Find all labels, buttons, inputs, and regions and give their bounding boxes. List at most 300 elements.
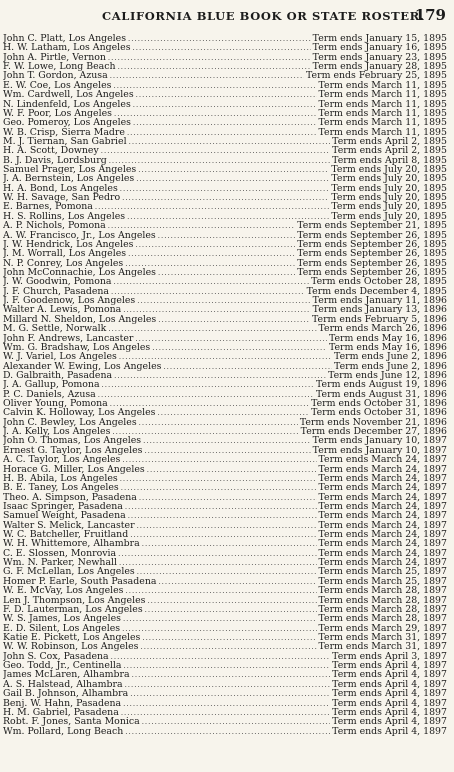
dot-leader <box>158 409 310 417</box>
entry-term: Term ends March 24, 1897 <box>318 558 447 568</box>
entry-term: Term ends June 2, 1896 <box>334 361 447 371</box>
list-item <box>3 427 447 436</box>
dot-leader <box>102 381 315 389</box>
entry-name: W. F. Poor, Los Angeles <box>3 108 112 119</box>
dot-leader <box>122 625 316 633</box>
entry-name: Katie E. Pickett, Los Angeles <box>3 633 141 643</box>
list-item <box>3 652 447 661</box>
list-item <box>3 455 447 464</box>
entry-term: Term ends April 4, 1897 <box>332 717 447 727</box>
list-item <box>3 549 447 558</box>
entry-name: H. A. Bond, Los Angeles <box>3 183 118 194</box>
dot-leader <box>140 643 316 651</box>
dot-leader <box>158 269 295 277</box>
dot-leader <box>152 344 327 352</box>
list-item <box>3 567 447 576</box>
entry-term: Term ends March 31, 1897 <box>318 633 447 643</box>
list-item <box>3 240 447 249</box>
list-item <box>3 62 447 71</box>
notary-list <box>3 34 447 736</box>
dot-leader <box>125 503 317 511</box>
entry-term: Term ends August 19, 1896 <box>316 380 447 390</box>
entry-name: James McLaren, Alhambra <box>3 670 130 680</box>
entry-name: Samuel Weight, Pasadena <box>3 511 126 521</box>
list-item <box>3 661 447 670</box>
list-item <box>3 362 447 371</box>
dot-leader <box>125 260 295 268</box>
entry-name: Geo. Todd, Jr., Centinella <box>3 661 122 671</box>
list-item <box>3 118 447 127</box>
entry-name: Walter S. Melick, Lancaster <box>3 520 135 531</box>
entry-term: Term ends December 27, 1896 <box>300 427 447 437</box>
entry-name: Gail B. Johnson, Alhambra <box>3 689 129 699</box>
dot-leader <box>118 550 316 558</box>
dot-leader <box>130 531 316 539</box>
list-item <box>3 577 447 586</box>
entry-term: Term ends January 23, 1895 <box>312 52 447 63</box>
entry-name: A. P. Nichols, Pomona <box>3 221 106 231</box>
entry-name: John A. Pirtle, Vernon <box>3 52 106 63</box>
entry-name: N. Lindenfeld, Los Angeles <box>3 99 131 109</box>
entry-term: Term ends March 28, 1897 <box>318 586 447 596</box>
list-item <box>3 109 447 118</box>
entry-term: Term ends March 31, 1897 <box>318 642 447 652</box>
entry-term: Term ends January 15, 1895 <box>312 34 447 44</box>
list-item <box>3 586 447 595</box>
dot-leader <box>111 653 331 661</box>
list-item <box>3 43 447 52</box>
entry-term: Term ends October 31, 1896 <box>311 408 447 418</box>
list-item <box>3 371 447 380</box>
list-item <box>3 146 447 155</box>
entry-name: Ernest G. Taylor, Los Angeles <box>3 445 143 456</box>
list-item <box>3 642 447 651</box>
dot-leader <box>128 250 295 258</box>
entry-term: Term ends April 4, 1897 <box>332 707 447 718</box>
entry-name: W. C. Batcheller, Fruitland <box>3 530 129 540</box>
list-item <box>3 483 447 492</box>
list-item <box>3 156 447 165</box>
list-item <box>3 539 447 548</box>
list-item <box>3 689 447 698</box>
list-item <box>3 268 447 277</box>
entry-term: Term ends June 2, 1896 <box>334 352 447 362</box>
entry-name: H. W. Latham, Los Angeles <box>3 43 131 53</box>
list-item <box>3 699 447 708</box>
running-title: CALIFORNIA BLUE BOOK OR STATE ROSTER. <box>102 9 425 23</box>
dot-leader <box>114 372 326 380</box>
list-item <box>3 596 447 605</box>
entry-name: B. E. Taney, Los Angeles <box>3 483 119 493</box>
entry-name: W. B. Crisp, Sierra Madre <box>3 127 125 137</box>
page-number: 179 <box>414 6 446 24</box>
entry-name: Geo. Pomeroy, Los Angeles <box>3 118 131 128</box>
dot-leader <box>137 297 310 305</box>
entry-name: E. D. Silent, Los Angeles <box>3 623 121 633</box>
entry-name: John C. Platt, Los Angeles <box>3 34 127 44</box>
entry-term: Term ends April 4, 1897 <box>332 670 447 680</box>
entry-term: Term ends February 25, 1895 <box>306 71 447 81</box>
dot-leader <box>163 363 332 371</box>
dot-leader <box>136 175 329 183</box>
dot-leader <box>158 232 296 240</box>
list-item <box>3 249 447 258</box>
entry-name: Walter A. Lewis, Pomona <box>3 305 122 315</box>
dot-leader <box>127 129 317 137</box>
entry-term: Term ends April 2, 1895 <box>332 136 447 147</box>
entry-term: Term ends July 20, 1895 <box>331 211 447 222</box>
entry-name: W. H. Whittemore, Alhambra <box>3 539 140 549</box>
list-item <box>3 680 447 689</box>
entry-name: Benj. W. Hahn, Pasadena <box>3 698 122 708</box>
entry-name: J. M. Worrall, Los Angeles <box>3 249 127 259</box>
dot-leader <box>113 278 309 286</box>
entry-term: Term ends March 11, 1895 <box>318 127 447 137</box>
entry-name: John McConnachie, Los Angeles <box>3 267 156 278</box>
list-item <box>3 315 447 324</box>
entry-name: Len J. Thompson, Los Angeles <box>3 595 146 605</box>
entry-term: Term ends July 20, 1895 <box>331 193 447 203</box>
dot-leader <box>123 662 330 670</box>
dot-leader <box>133 119 317 127</box>
entry-term: Term ends March 29, 1897 <box>318 623 447 633</box>
dot-leader <box>110 72 304 80</box>
entry-name: Theo. A. Simpson, Pasadena <box>3 492 137 502</box>
dot-leader <box>147 466 317 474</box>
entry-name: A. W. Francisco, Jr., Los Angeles <box>3 230 156 240</box>
entry-name: D. Galbraith, Pasadena <box>3 370 113 381</box>
entry-term: Term ends July 20, 1895 <box>331 174 447 184</box>
entry-name: B. J. Davis, Lordsburg <box>3 155 107 166</box>
entry-term: Term ends April 4, 1897 <box>332 689 447 699</box>
entry-name: Wm. G. Bradshaw, Los Angeles <box>3 342 151 353</box>
entry-term: Term ends March 24, 1897 <box>318 473 447 484</box>
list-item <box>3 81 447 90</box>
list-item <box>3 305 447 314</box>
list-item <box>3 165 447 174</box>
dot-leader <box>145 606 317 614</box>
entry-term: Term ends January 10, 1897 <box>312 445 447 456</box>
list-item <box>3 34 447 43</box>
list-item <box>3 474 447 483</box>
list-item <box>3 511 447 520</box>
entry-term: Term ends September 26, 1895 <box>297 258 447 268</box>
entry-term: Term ends March 11, 1895 <box>318 99 447 109</box>
entry-name: Wm. N. Parker, Newhall <box>3 558 118 568</box>
entry-term: Term ends January 16, 1895 <box>312 43 447 53</box>
dot-leader <box>132 671 331 679</box>
entry-name: W. E. McVay, Los Angeles <box>3 586 124 596</box>
list-item <box>3 708 447 717</box>
dot-leader <box>98 391 314 399</box>
entry-name: J. A. Kelly, Los Angeles <box>3 427 111 437</box>
entry-term: Term ends March 11, 1895 <box>318 90 447 100</box>
list-item <box>3 184 447 193</box>
list-item <box>3 633 447 642</box>
entry-term: Term ends March 24, 1897 <box>318 530 447 540</box>
list-item <box>3 727 447 736</box>
entry-term: Term ends July 20, 1895 <box>331 202 447 212</box>
list-item <box>3 717 447 726</box>
entry-term: Term ends September 26, 1895 <box>297 249 447 259</box>
entry-term: Term ends March 24, 1897 <box>318 539 447 549</box>
entry-term: Term ends October 31, 1896 <box>311 399 447 409</box>
entry-name: Homer P. Earle, South Pasadena <box>3 576 157 587</box>
list-item <box>3 418 447 427</box>
dot-leader <box>122 194 329 202</box>
list-item <box>3 137 447 146</box>
list-item <box>3 390 447 399</box>
entry-term: Term ends August 31, 1896 <box>316 389 447 400</box>
dot-leader <box>125 728 330 736</box>
entry-name: Millard N. Sheldon, Los Angeles <box>3 314 157 325</box>
dot-leader <box>128 512 317 520</box>
entry-name: J. W. Hendrick, Los Angeles <box>3 239 134 250</box>
entry-name: F. D. Lauterman, Los Angeles <box>3 604 143 615</box>
entry-term: Term ends June 12, 1896 <box>328 370 447 381</box>
entry-name: Robt. F. Jones, Santa Monica <box>3 717 140 727</box>
dot-leader <box>135 335 327 343</box>
entry-term: Term ends April 4, 1897 <box>332 698 447 708</box>
entry-term: Term ends December 4, 1895 <box>306 286 447 297</box>
dot-leader <box>108 222 296 230</box>
dot-leader <box>120 475 317 483</box>
entry-term: Term ends March 11, 1895 <box>318 118 447 128</box>
dot-leader <box>108 54 311 62</box>
list-item <box>3 221 447 230</box>
list-item <box>3 212 447 221</box>
list-item <box>3 90 447 99</box>
dot-leader <box>101 147 330 155</box>
list-item <box>3 296 447 305</box>
entry-term: Term ends March 24, 1897 <box>318 501 447 512</box>
entry-name: M. G. Settle, Norwalk <box>3 324 107 334</box>
entry-term: Term ends May 16, 1896 <box>328 342 447 353</box>
entry-name: Oliver Young, Pomona <box>3 399 108 409</box>
entry-term: Term ends July 20, 1895 <box>331 183 447 194</box>
entry-term: Term ends September 26, 1895 <box>297 239 447 250</box>
list-item <box>3 614 447 623</box>
dot-leader <box>113 82 316 90</box>
dot-leader <box>120 185 330 193</box>
entry-term: Term ends March 24, 1897 <box>318 464 447 474</box>
list-item <box>3 277 447 286</box>
list-item <box>3 399 447 408</box>
entry-term: Term ends March 24, 1897 <box>318 511 447 521</box>
entry-name: John S. Cox, Pasadena <box>3 651 109 662</box>
entry-term: Term ends March 24, 1897 <box>318 548 447 559</box>
entry-name: J. W. Goodwin, Pomona <box>3 277 112 287</box>
list-item <box>3 352 447 361</box>
entry-name: Horace G. Miller, Los Angeles <box>3 464 145 474</box>
dot-leader <box>123 700 330 708</box>
entry-name: H. B. Abila, Los Angeles <box>3 473 118 484</box>
entry-term: Term ends March 24, 1897 <box>318 520 447 531</box>
dot-leader <box>144 447 310 455</box>
dot-leader <box>135 241 295 249</box>
list-item <box>3 259 447 268</box>
dot-leader <box>125 681 331 689</box>
list-item <box>3 324 447 333</box>
dot-leader <box>142 540 317 548</box>
entry-name: C. E. Slossen, Monrovia <box>3 548 117 559</box>
dot-leader <box>119 559 316 567</box>
dot-leader <box>118 63 311 71</box>
entry-name: A. C. Taylor, Los Angeles <box>3 455 121 465</box>
dot-leader <box>142 634 316 642</box>
entry-term: Term ends September 26, 1895 <box>297 230 447 240</box>
list-item <box>3 624 447 633</box>
entry-name: Isaac Springer, Pasadena <box>3 501 123 512</box>
entry-term: Term ends March 28, 1897 <box>318 595 447 605</box>
entry-term: Term ends March 11, 1895 <box>318 80 447 91</box>
entry-term: Term ends March 25, 1897 <box>318 576 447 587</box>
entry-term: Term ends March 24, 1897 <box>318 492 447 502</box>
entry-term: Term ends September 21, 1895 <box>297 221 447 231</box>
dot-leader <box>158 578 316 586</box>
entry-term: Term ends January 10, 1897 <box>312 436 447 446</box>
entry-term: Term ends May 16, 1896 <box>328 333 447 343</box>
dot-leader <box>133 101 317 109</box>
dot-leader <box>130 690 330 698</box>
list-item <box>3 605 447 614</box>
entry-name: John T. Gordon, Azusa <box>3 71 108 81</box>
entry-name: H. A. Scott, Downey <box>3 146 99 156</box>
dot-leader <box>138 166 329 174</box>
entry-term: Term ends March 11, 1895 <box>318 108 447 119</box>
list-item <box>3 502 447 511</box>
entry-name: John C. Bewley, Los Angeles <box>3 417 137 428</box>
dot-leader <box>136 91 317 99</box>
entry-term: Term ends January 11, 1896 <box>312 296 447 306</box>
entry-term: Term ends July 20, 1895 <box>331 165 447 175</box>
entry-term: Term ends March 24, 1897 <box>318 483 447 493</box>
entry-name: W. H. Savage, San Pedro <box>3 193 121 203</box>
dot-leader <box>129 138 331 146</box>
entry-name: J. F. Church, Pasadena <box>3 286 110 297</box>
entry-term: Term ends September 26, 1895 <box>297 267 447 278</box>
list-item <box>3 670 447 679</box>
entry-name: F. W. Lowe, Long Beach <box>3 62 116 72</box>
entry-name: W. S. James, Los Angeles <box>3 614 121 624</box>
dot-leader <box>109 157 330 165</box>
dot-leader <box>158 316 310 324</box>
list-item <box>3 558 447 567</box>
entry-name: Wm. Pollard, Long Beach <box>3 726 124 736</box>
dot-leader <box>142 718 330 726</box>
entry-term: Term ends March 24, 1897 <box>318 455 447 465</box>
dot-leader <box>139 494 317 502</box>
entry-name: G. F. McLellan, Los Angeles <box>3 567 135 577</box>
entry-name: H. S. Rollins, Los Angeles <box>3 211 126 222</box>
dot-leader <box>123 615 317 623</box>
entry-name: J. F. Goodenow, Los Angeles <box>3 296 136 306</box>
list-item <box>3 446 447 455</box>
entry-term: Term ends April 4, 1897 <box>332 726 447 736</box>
dot-leader <box>95 203 330 211</box>
entry-term: Term ends February 5, 1896 <box>312 314 447 325</box>
entry-name: M. J. Tiernan, San Gabriel <box>3 136 127 147</box>
entry-name: W. W. Robinson, Los Angeles <box>3 642 139 652</box>
entry-name: H. M. Gabriel, Pasadena <box>3 707 119 718</box>
list-item <box>3 231 447 240</box>
entry-name: E. W. Coe, Los Angeles <box>3 80 112 91</box>
entry-name: P. C. Daniels, Azusa <box>3 389 96 400</box>
entry-term: Term ends April 4, 1897 <box>332 679 447 690</box>
list-item <box>3 100 447 109</box>
dot-leader <box>112 428 298 436</box>
entry-name: Wm. Cardwell, Los Angeles <box>3 90 134 100</box>
dot-leader <box>128 35 311 43</box>
entry-term: Term ends April 2, 1895 <box>332 146 447 156</box>
entry-term: Term ends March 26, 1896 <box>318 324 447 334</box>
entry-name: John O. Thomas, Los Angeles <box>3 436 142 446</box>
entry-term: Term ends January 28, 1895 <box>312 62 447 72</box>
dot-leader <box>121 709 330 717</box>
dot-leader <box>110 400 309 408</box>
list-item <box>3 343 447 352</box>
list-item <box>3 380 447 389</box>
list-item <box>3 436 447 445</box>
list-item <box>3 128 447 137</box>
dot-leader <box>108 325 316 333</box>
dot-leader <box>119 353 332 361</box>
dot-leader <box>123 306 310 314</box>
entry-name: W. J. Variel, Los Angeles <box>3 352 117 362</box>
entry-term: Term ends November 21, 1896 <box>299 417 447 428</box>
list-item <box>3 174 447 183</box>
entry-name: Samuel Prager, Los Angeles <box>3 165 137 175</box>
entry-term: Term ends April 3, 1897 <box>332 651 447 662</box>
entry-name: Alexander W. Ewing, Los Angeles <box>3 361 162 371</box>
dot-leader <box>126 587 317 595</box>
dot-leader <box>133 44 311 52</box>
entry-name: J. A. Gallup, Pomona <box>3 380 100 390</box>
list-item <box>3 193 447 202</box>
entry-name: J. A. Bernstein, Los Angeles <box>3 174 135 184</box>
entry-name: Calvin K. Holloway, Los Angeles <box>3 408 156 418</box>
entry-term: Term ends March 28, 1897 <box>318 604 447 615</box>
entry-name: N. P. Conrey, Los Angeles <box>3 258 124 268</box>
list-item <box>3 493 447 502</box>
entry-term: Term ends March 25, 1897 <box>318 567 447 577</box>
entry-name: E. Barnes, Pomona <box>3 202 93 212</box>
list-item <box>3 53 447 62</box>
entry-term: Term ends April 8, 1895 <box>332 155 447 166</box>
entry-term: Term ends March 28, 1897 <box>318 614 447 624</box>
list-item <box>3 202 447 211</box>
dot-leader <box>111 288 305 296</box>
dot-leader <box>114 110 317 118</box>
page-header <box>0 4 454 28</box>
list-item <box>3 71 447 80</box>
entry-term: Term ends January 13, 1896 <box>312 305 447 315</box>
dot-leader <box>137 522 317 530</box>
dot-leader <box>147 597 316 605</box>
entry-term: Term ends October 28, 1895 <box>311 277 447 287</box>
dot-leader <box>122 456 316 464</box>
list-item <box>3 530 447 539</box>
entry-name: John F. Andrews, Lancaster <box>3 333 134 343</box>
dot-leader <box>127 213 329 221</box>
entry-name: A. S. Halstead, Alhambra <box>3 679 123 690</box>
list-item <box>3 465 447 474</box>
dot-leader <box>139 419 298 427</box>
list-item <box>3 287 447 296</box>
list-item <box>3 408 447 417</box>
list-item <box>3 521 447 530</box>
dot-leader <box>137 568 317 576</box>
